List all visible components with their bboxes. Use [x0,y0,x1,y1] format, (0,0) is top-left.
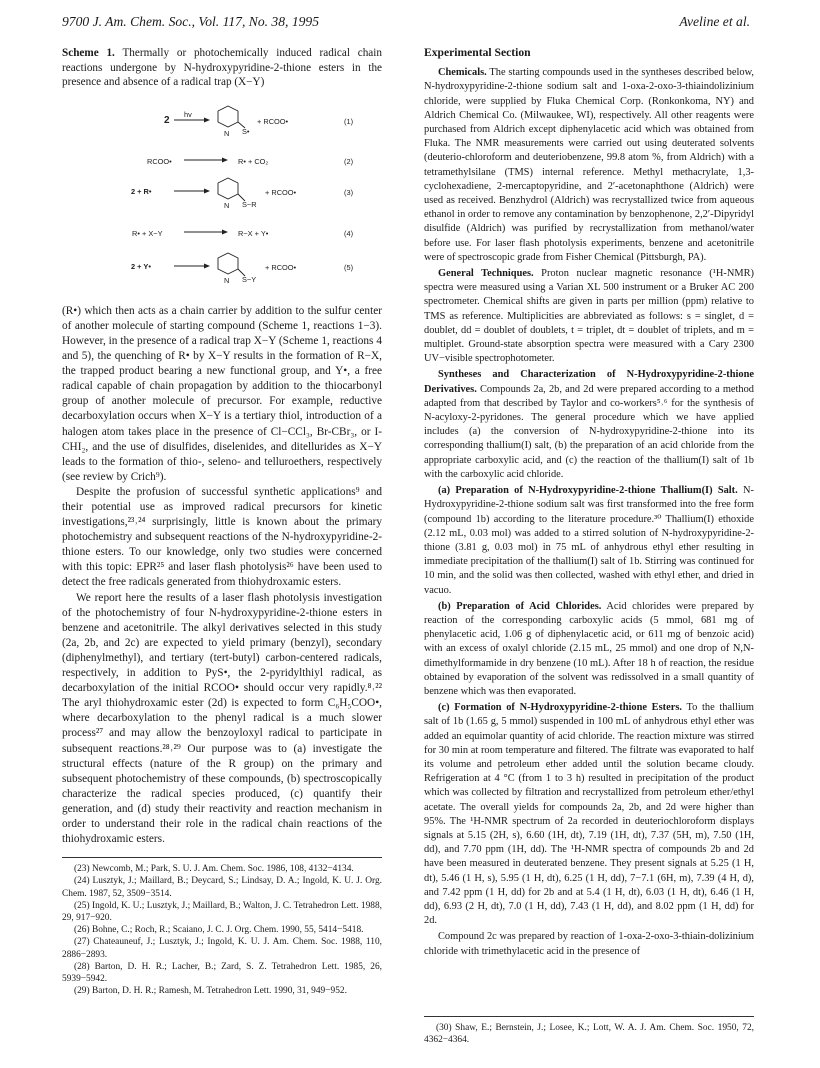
r2-number: (2) [344,156,354,166]
paragraph-thallium-salt [424,484,754,598]
scheme-caption-text: Thermally or photochemically induced radical chain reactions undergone by N-hydroxypyridine-2-thione esters in the presence and absence of a radical trap (X−Y) [62,47,382,89]
paragraph-text: The starting compounds used in the syntheses described below, N-hydroxypyridine-2-thione sodium salt and 1-oxa-2-oxo-3-thiaindolizinium chloride, were supplied by Fluka Chemical Corp. (Ronkonkoma, NY) and Aldrich Chemical Co. (Milwaukee, WI), respectively. All other reagents were purchased from Aldrich except diphenylacetic acid which was obtained from Fluka. The NMR measurements were carried out using deuterated solvents (deuterio-chloroform and deuteriobenzene, 99.8 atom %, from Aldrich) with a tetramethylsilane (TMS) internal reference. Methyl methacrylate, 1,3-cyclohexadiene, 2-mercaptopyridine, and 2′-acetonaphthone (Aldrich) were used as received. Benzhydrol (Aldrich) was recrystallized twice from aqueous ethanol in order to remove any contamination by benzophenone, 2,2′-Dipyridyl disulfide (Aldrich) was purified by recrystallization from methanol/water before use. For laser flash photolysis experiments, benzene and acetonitrile were of spectroscopic grade from Fisher Chemical (Pittsburgh, PA). [424,67,754,263]
runin-heading: Syntheses and Characterization of N-Hydroxypyridine-2-thione Derivatives. [424,369,754,395]
paragraph-chemicals [424,66,754,265]
r2-products: R• + CO₂ [238,156,269,166]
body-paragraph: We report here the results of a laser flash photolysis investigation of the photochemistry of four N-hydroxypyridine-2-thione esters in benzene and acetonitrile. The alkyl derivatives selected in this study (2a, 2b, and 2c) are expected to yield primary (benzyl), secondary (diphenylmethyl), and tertiary (tert-butyl) carbon-centered radicals, respectively, in addition to PyS•, the 2-pyridylthiyl radical, as decarboxylation of the initial RCOO• should occur very rapidly.⁸˒²² The aryl thiohydroxamic ester (2d) is expected to form C₆H₅COO•, where decarboxylation to the phenyl radical is a much slower process²⁷ and may allow the benzoyloxyl radical to participate in subsequent reactions.²⁸˒²⁹ Our purpose was to (a) investigate the structural effects (nature of the R group) on the primary and subsequent photochemistry of these compounds, (b) spectroscopically characterize the radical species produced, (c) quantify their generation, and (d) study their reactivity and reaction mechanism in order to understand their role in the radical chain reactions of the thiohydroxamic esters. [62,591,382,846]
reaction-scheme [62,98,382,294]
running-head [62,14,750,32]
reference-item: (30) Shaw, E.; Bernstein, J.; Losee, K.; Lott, W. A. J. Am. Chem. Soc. 1950, 72, 4362−4364. [424,1023,754,1046]
r3-number: (3) [344,187,354,197]
journal-citation: 9700 J. Am. Chem. Soc., Vol. 117, No. 38, 1995 [62,14,320,29]
scheme-caption [62,46,382,90]
r5-product: + RCOO• [265,262,297,272]
left-column [62,46,382,997]
pyridine-ring-1 [218,106,238,127]
r3-reactants: 2 + R• [131,186,152,196]
body-paragraph: (R•) which then acts as a chain carrier by addition to the sulfur center of another molecule of starting compound (Scheme 1, reactions 1−3). However, in the presence of a radical trap X−Y (Scheme 1, reactions 4 and 5), the quenching of R• by X−Y results in the formation of R−X, the trapped product bearing a new functional group, and Y•, a free radical capable of chain propagation by addition to the thiocarbonyl group of another molecule of precursor. For example, reductive decarboxylation occurs when X−Y is a tertiary thiol, introduction of a halogen atom takes place in the presence of Cl−CCl₃, Br-CBr₃, or I-CHI₂, and the use of disulfides, diselenides, and ditellurides as X−Y leads to the formation of thio-, seleno- and telluroethers, respectively (see review by Crich⁹). [62,304,382,483]
r5-number: (5) [344,262,354,272]
paragraph-text: Proton nuclear magnetic resonance (¹H-NMR) spectra were measured using a Varian XL 500 instrument or a Bruker AC 200 spectrometer. Chemical shifts are given in parts per million (ppm) relative to TMS as reference. Multiplicities are abbreviated as follows: s = singlet, d = doublet, dd = doublet of doublets, t = triplet, dt = doublet of triplets, and m = multiplet. Ground-state absorption spectra were measured with a Cary 2300 UV−visible spectrophotometer. [424,268,754,365]
authors-short: Aveline et al. [679,14,750,29]
reference-item: (26) Bohne, C.; Roch, R.; Scaiano, J. C. J. Org. Chem. 1990, 55, 5414−5418. [74,925,364,936]
r1-n: N [224,128,230,138]
r4-number: (4) [344,228,354,238]
pyridine-ring-5 [218,253,238,274]
r5-s: S−Y [242,274,257,284]
r1-reactant: 2 [164,114,170,126]
paragraph-text: N-Hydroxypyridine-2-thione sodium salt was first transformed into the free form (compound 1b) according to the literature procedure.³⁰ Thallium(I) ethoxide (2.12 mL, 0.03 mol) was added to a stirred solution of N-hydroxypyridine-2-thione (3.81 g, 0.03 mol) in 75 mL of anhydrous ethyl ether resulting in immediate precipitation of the thallium(I) salt of 1b. Stirring was continued for 10 min, and the solid was then collected, washed with ethyl ether, and dried in vacuo. [424,485,754,596]
r5-reactants: 2 + Y• [131,261,151,271]
paragraph-compound-2c: Compound 2c was prepared by reaction of 1-oxa-2-oxo-3-thiain-dolizinium chloride with trimethylacetic acid in the presence of [424,931,754,957]
right-footnote [424,1016,754,1046]
r5-n: N [224,275,230,285]
r4-products: R−X + Y• [238,228,269,238]
r1-product: + RCOO• [257,116,289,126]
runin-heading: (c) Formation of N-Hydroxypyridine-2-thione Esters. [438,702,682,714]
body-paragraph: Despite the profusion of successful synthetic applications⁹ and their potential use as improved radical precursors for kinetic investigations,²³˒²⁴ surprisingly, little is known about the primary photochemistry and subsequent reactions of the N-hydroxypyridine-2-thione esters. To our knowledge, only two studies were concerned with this topic: EPR²⁵ and laser flash photolysis²⁶ have been used to detect the free radicals generated from thiohydroxamic esters. [62,485,382,589]
hv-label: hv [184,109,192,119]
paragraph-acid-chlorides [424,600,754,699]
r1-number: (1) [344,116,354,126]
scheme-label: Scheme 1. [62,47,115,59]
reference-item: (23) Newcomb, M.; Park, S. U. J. Am. Chem. Soc. 1986, 108, 4132−4134. [74,864,354,875]
r3-n: N [224,200,230,210]
r3-s: S−R [242,199,257,209]
paragraph-syntheses [424,368,754,482]
section-title: Experimental Section [424,46,531,59]
r1-s: S• [242,126,250,136]
paragraph-text: To the thallium salt of 1b (1.65 g, 5 mmol) suspended in 100 mL of anhydrous ethyl ether was added an equimolar quantity of acid chloride. The reaction mixture was stirred for 30 min at room temperature and filtered. The filtrate was evaporated to half its volume and petroleum ether added until the solution became cloudy. Refrigeration at 4 °C (from 1 to 3 h) resulted in precipitation of the product which was collected by filtration and recrystallized from petroleum ether/ethyl acetate. The overall yields for compounds 2a, 2b, and 2d were higher than 95%. The ¹H-NMR spectrum of 2a recorded in deuteriochloroform displays signals at 5.15 (2H, s), 6.60 (1H, dt), 7.19 (1H, dt), 7.37 (5H, m), 7.50 (1H, dd), and 7.70 ppm (1H, dd). The ¹H-NMR spectra of compounds 2b and 2d have been measured in deuterated benzene. They present signals at 5.25 (1 H, dt), 5.46 (1 H, s), 5.95 (1 H, dt), 6.25 (1 H, dd), 7−7.1 (6H, m), 7.39 (4 H, d), and 7.42 ppm (1 H, dd) for 2b and at 5.4 (1 H, dt), 6.03 (1 H, dt), 6.46 (1 H, dd), 6.93 (2 H, dt), 7.0 (1 H, dd), 7.43 (1 H, dd), and 8.02 ppm (1 H, dd) for 2d. [424,702,755,927]
reference-item: (27) Chateauneuf, J.; Lusztyk, J.; Ingold, K. U. J. Am. Chem. Soc. 1988, 110, 2886−2893. [62,937,382,960]
reference-item: (29) Barton, D. H. R.; Ramesh, M. Tetrahedron Lett. 1990, 31, 949−952. [74,986,347,997]
reference-item: (25) Ingold, K. U.; Lusztyk, J.; Maillard, B.; Walton, J. C. Tetrahedron Lett. 1988, 29, 917−920. [62,900,382,923]
runin-heading: (b) Preparation of Acid Chlorides. [438,600,602,612]
references-footnotes [62,857,382,997]
paragraph-text: Compounds 2a, 2b, and 2d were prepared according to a method adapted from that described by Taylor and co-workers⁵˒⁶ for the synthesis of N-acyloxy-2-pyridones. The general procedure which we have applied includes (a) the conversion of N-hydroxypyridine-2-thione into its corresponding thallium(I) salt, (b) the preparation of an acid chloride from the appropriate carboxylic acid, and (c) the reaction of the thallium(I) salt of 1b with the carboxylic acid chloride. [424,383,754,480]
runin-heading: Chemicals. [438,67,487,79]
paragraph-esters [424,701,754,928]
right-column [424,46,754,959]
pyridine-ring-3 [218,178,238,199]
r3-product: + RCOO• [265,187,297,197]
runin-heading: General Techniques. [438,268,534,280]
r2-reactant: RCOO• [147,156,172,166]
paragraph-text: Acid chlorides were prepared by reaction of the corresponding carboxylic acids (5 mmol, 681 mg of phenylacetic acid, 1.06 g of diphenylacetic acid, or 611 mg of benzoic acid) with an excess of oxalyl chloride (2.15 mL, 25 mmol) and one drop of N,N-dimethylformamide in dry benzene (10 mL). After 18 h of reaction, the residue obtained by evaporation of the solvent was redissolved in a small quantity of benzene which was then evaporated. [424,600,754,697]
scheme-drawing [62,98,382,294]
paragraph-general-techniques [424,267,754,366]
reference-item: (24) Lusztyk, J.; Maillard, B.; Deycard, S.; Lindsay, D. A.; Ingold, K. U. J. Org. Chem. 1987, 52, 3509−3514. [62,876,382,899]
runin-heading: (a) Preparation of N-Hydroxypyridine-2-thione Thallium(I) Salt. [438,485,738,497]
reference-item: (28) Barton, D. H. R.; Lacher, B.; Zard, S. Z. Tetrahedron Lett. 1985, 26, 5939−5942. [62,961,382,984]
r4-reactants: R• + X−Y [132,228,163,238]
